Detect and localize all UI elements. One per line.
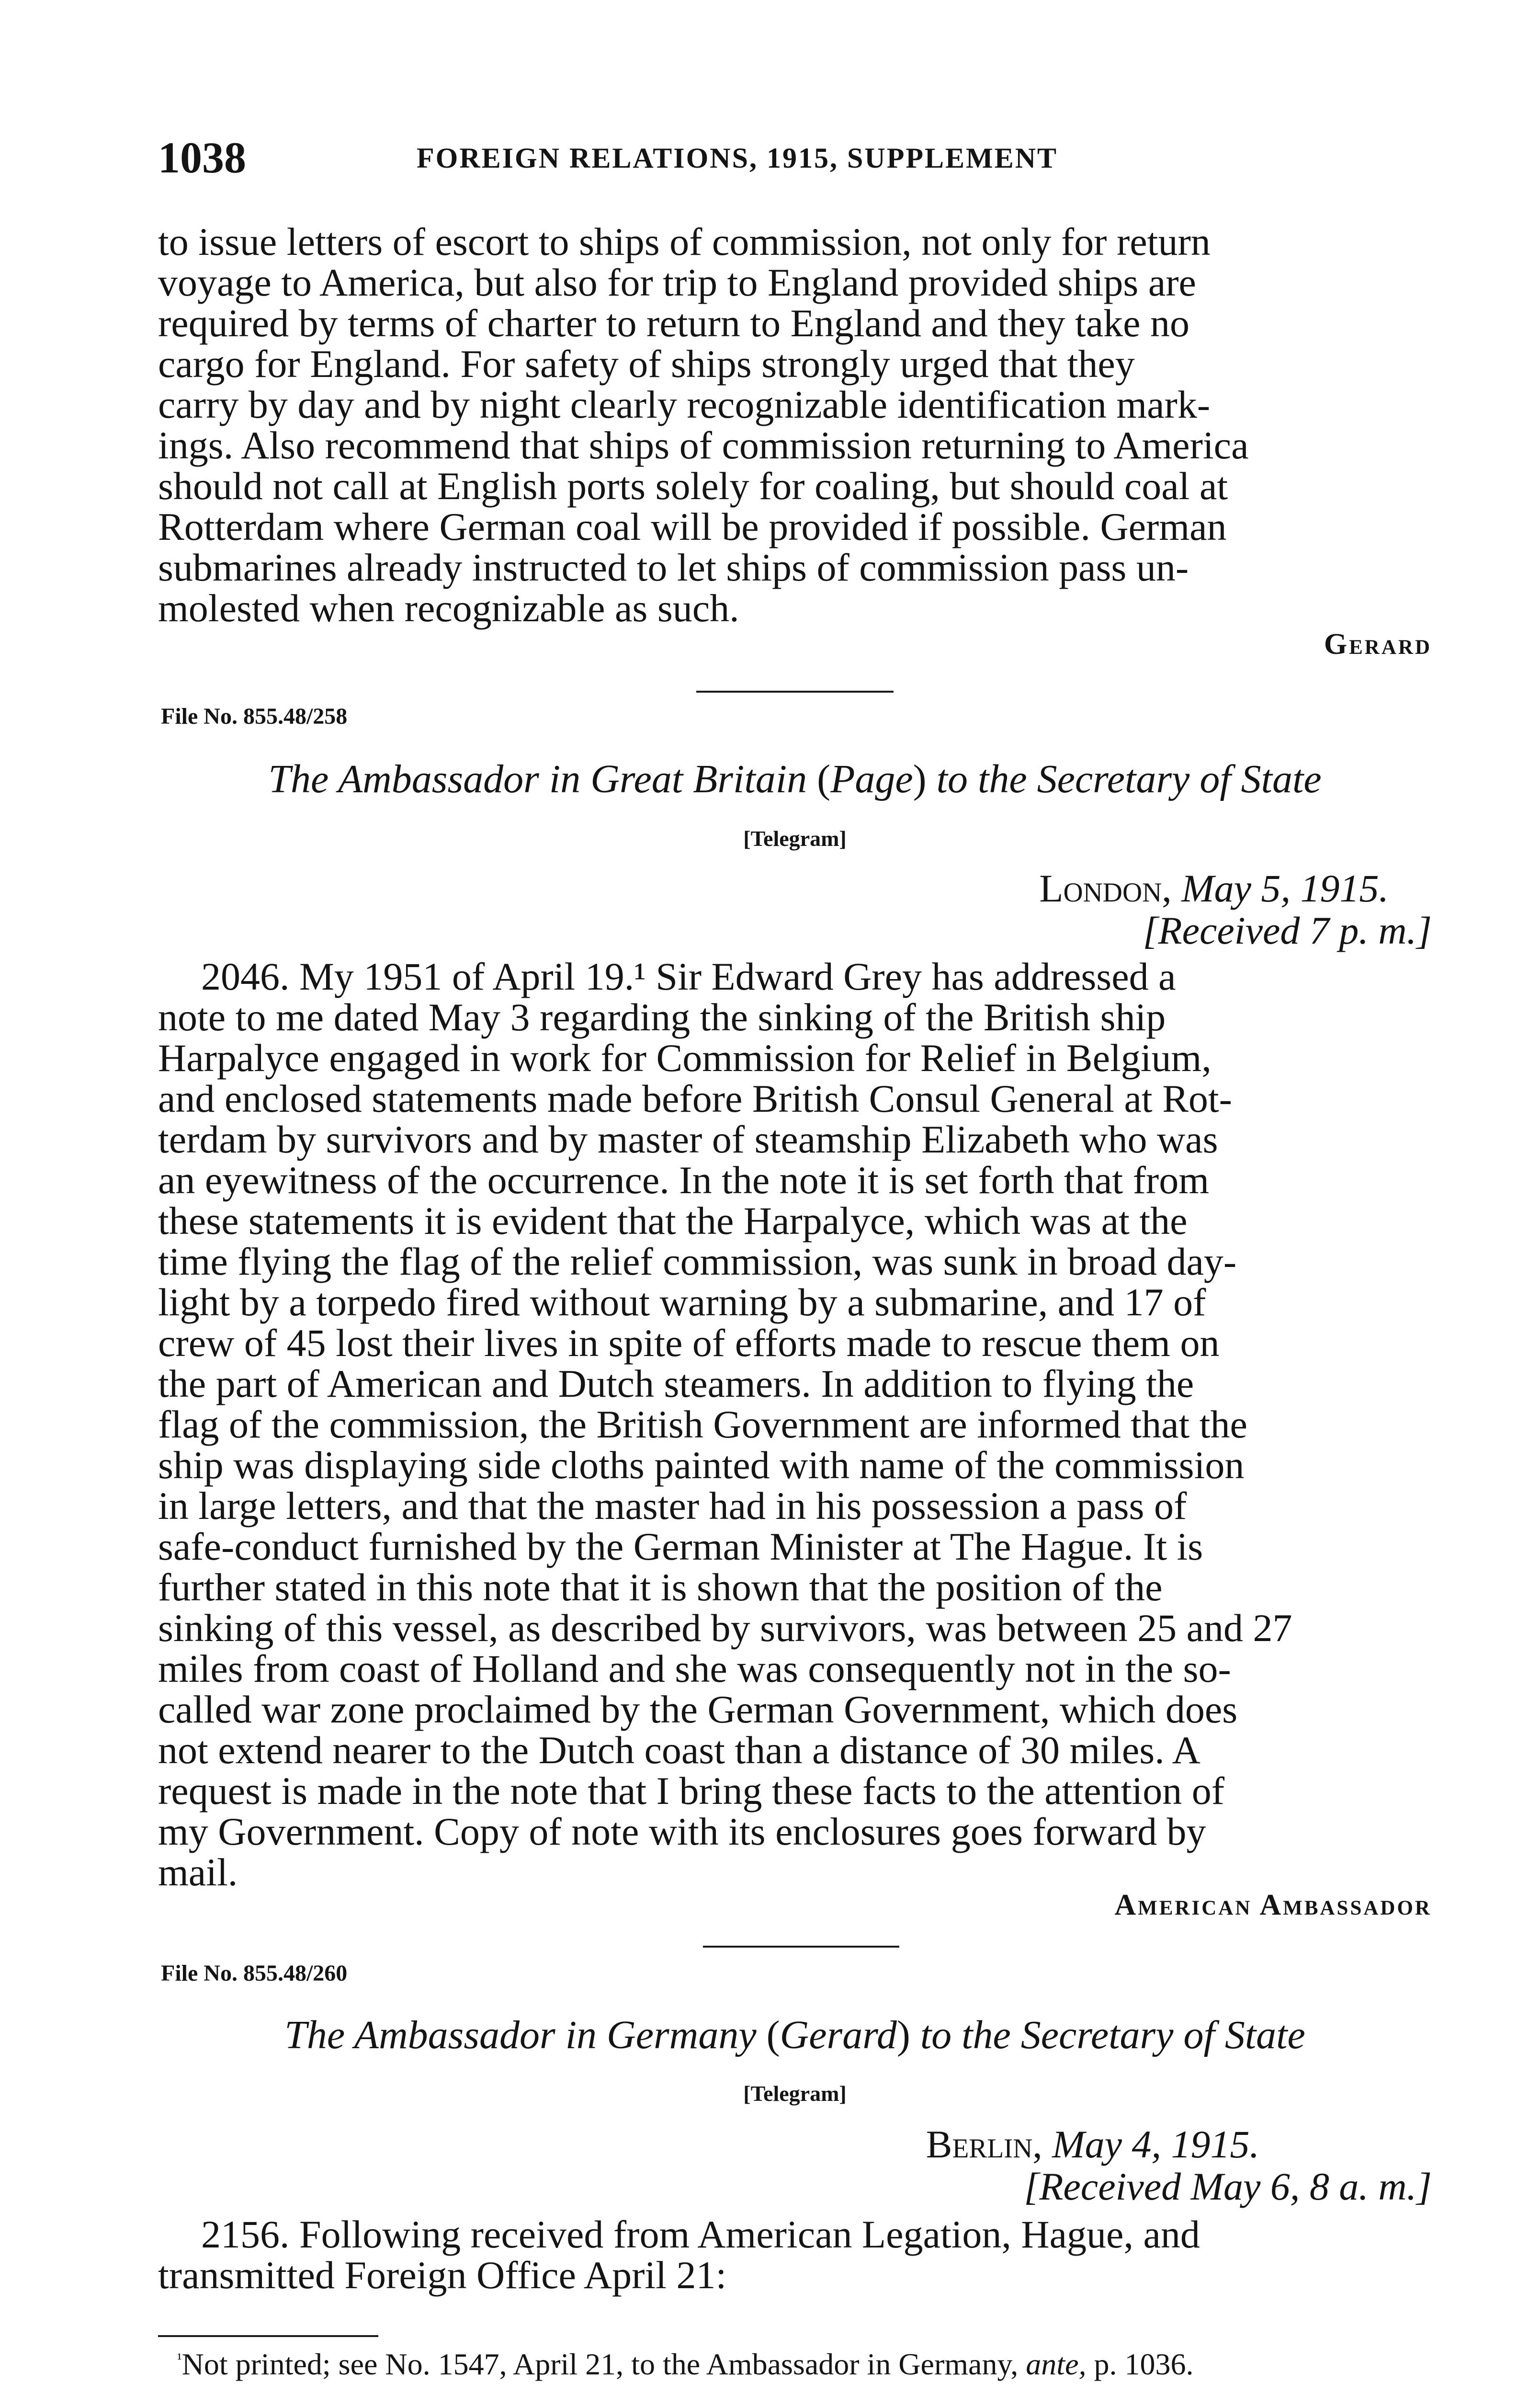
date: May 4, 1915. (1052, 2122, 1259, 2166)
text-line: molested when recognizable as such. (158, 586, 739, 630)
received-note: [Received May 6, 8 a. m.] (1024, 2165, 1432, 2208)
text-line: an eyewitness of the occurrence. In the note it is set forth that from (158, 1158, 1210, 1202)
place: London, (1039, 867, 1172, 910)
text-line: ings. Also recommend that ships of commission returning to America (158, 423, 1249, 467)
dateline (1039, 866, 1389, 911)
document-title: The Ambassador in Great Britain (Page) to the Secretary of State (268, 757, 1322, 801)
section-divider (703, 1946, 899, 1948)
file-number: File No. 855.48/260 (161, 1961, 348, 1986)
footnote-text: p. 1036. (1094, 2347, 1194, 2381)
text-line: to issue letters of escort to ships of commission, not only for return (158, 220, 1211, 263)
text-line: terdam by survivors and by master of steamship Elizabeth who was (158, 1118, 1218, 1161)
telegram-body (158, 956, 1432, 1893)
footnote-rule (158, 2335, 378, 2337)
file-number: File No. 855.48/258 (161, 704, 348, 729)
continuation-paragraph (158, 221, 1432, 628)
page-number: 1038 (158, 133, 246, 182)
text-line: Rotterdam where German coal will be provided if possible. German (158, 505, 1227, 548)
text-line: 2046. My 1951 of April 19.¹ Sir Edward Grey has addressed a (201, 955, 1176, 998)
text-line: carry by day and by night clearly recognizable identification mark- (158, 383, 1211, 426)
text-line: and enclosed statements made before British Consul General at Rot- (158, 1077, 1232, 1120)
text-line: transmitted Foreign Office April 21: (158, 2253, 727, 2297)
text-line: miles from coast of Holland and she was consequently not in the so- (158, 1647, 1231, 1690)
text-line: called war zone proclaimed by the German Government, which does (158, 1688, 1238, 1731)
text-line: crew of 45 lost their lives in spite of efforts made to rescue them on (158, 1321, 1220, 1365)
telegram-label: [Telegram] (743, 826, 847, 851)
text-line: my Government. Copy of note with its enclosures goes forward by (158, 1810, 1206, 1853)
dateline (926, 2122, 1259, 2167)
telegram-body (158, 2214, 1432, 2295)
signature-gerard: Gerard (1324, 628, 1432, 661)
running-header (158, 132, 1432, 180)
title-name: Gerard (780, 2013, 897, 2057)
text-line: not extend nearer to the Dutch coast than a distance of 30 miles. A (158, 1728, 1200, 1772)
title-text: to the Secretary of State (936, 757, 1322, 801)
text-line: in large letters, and that the master had in his possession a pass of (158, 1484, 1187, 1528)
title-text: The Ambassador in Great Britain (268, 757, 807, 801)
footnote-marker: ¹ (177, 2349, 182, 2367)
footnote-ante: ante, (1026, 2347, 1087, 2381)
text-line: safe-conduct furnished by the German Minister at The Hague. It is (158, 1525, 1203, 1568)
telegram-label: [Telegram] (743, 2081, 847, 2106)
text-line: submarines already instructed to let ships of commission pass un- (158, 546, 1189, 589)
text-line: should not call at English ports solely for coaling, but should coal at (158, 464, 1228, 508)
title-text: The Ambassador in Germany (284, 2013, 757, 2057)
footnote (158, 2347, 1432, 2382)
text-line: 2156. Following received from American Legation, Hague, and (201, 2213, 1200, 2256)
signature-american-ambassador: American Ambassador (1114, 1889, 1432, 1921)
text-line: the part of American and Dutch steamers. In addition to flying the (158, 1362, 1194, 1405)
title-name: Page (830, 757, 913, 801)
text-line: required by terms of charter to return to England and they take no (158, 301, 1190, 345)
text-line: sinking of this vessel, as described by survivors, was between 25 and 27 (158, 1606, 1292, 1650)
text-line: cargo for England. For safety of ships strongly urged that they (158, 342, 1135, 386)
text-line: time flying the flag of the relief commission, was sunk in broad day- (158, 1240, 1237, 1283)
place: Berlin, (926, 2122, 1042, 2166)
title-text: to the Secretary of State (920, 2013, 1305, 2057)
received-note: [Received 7 p. m.] (1143, 909, 1432, 952)
text-line: voyage to America, but also for trip to England provided ships are (158, 261, 1196, 304)
text-line: request is made in the note that I bring these facts to the attention of (158, 1769, 1225, 1813)
text-line: Harpalyce engaged in work for Commission for Relief in Belgium, (158, 1036, 1212, 1080)
text-line: note to me dated May 3 regarding the sinking of the British ship (158, 995, 1166, 1039)
text-line: these statements it is evident that the Harpalyce, which was at the (158, 1199, 1188, 1243)
document-page (158, 0, 1432, 2395)
running-title: FOREIGN RELATIONS, 1915, SUPPLEMENT (417, 142, 1058, 174)
section-divider (696, 691, 894, 693)
text-line: light by a torpedo fired without warning by a submarine, and 17 of (158, 1280, 1206, 1324)
text-line: ship was displaying side cloths painted with name of the commission (158, 1443, 1245, 1487)
text-line: mail. (158, 1850, 238, 1894)
text-line: flag of the commission, the British Government are informed that the (158, 1403, 1247, 1446)
text-line: further stated in this note that it is shown that the position of the (158, 1565, 1163, 1609)
date: May 5, 1915. (1181, 867, 1389, 910)
footnote-text: Not printed; see No. 1547, April 21, to the Ambassador in Germany, (181, 2347, 1019, 2381)
document-title: The Ambassador in Germany (Gerard) to the Secretary of State (284, 2013, 1305, 2057)
